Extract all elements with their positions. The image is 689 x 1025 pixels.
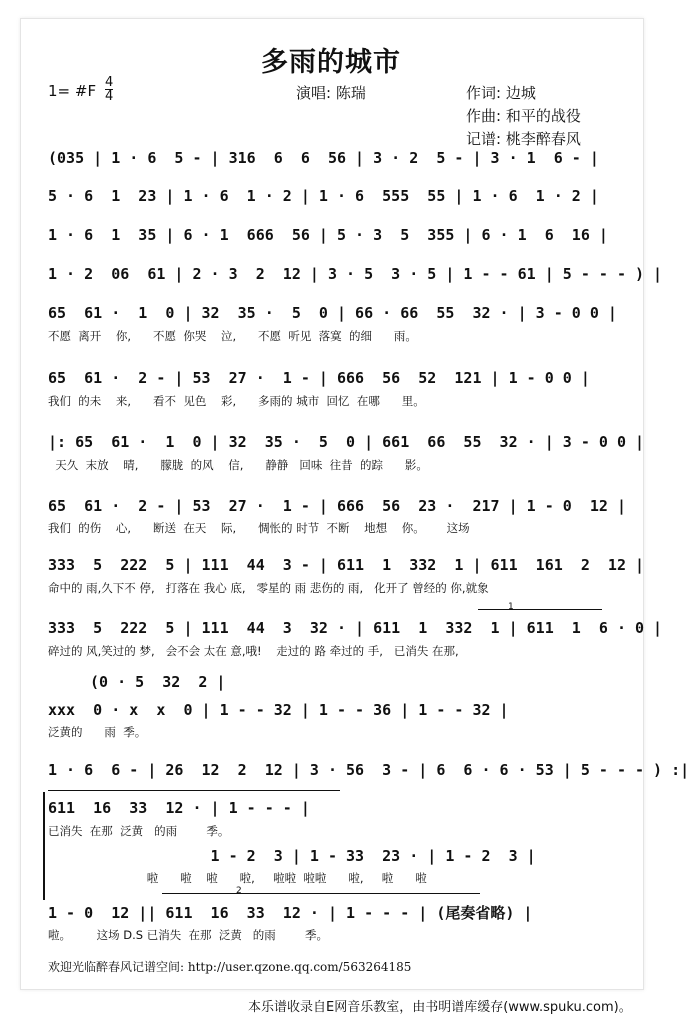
notation-row: 1 · 6 1 35 | 6 · 1 666 56 | 5 · 3 5 355 | 6 · 1 6 16 | bbox=[48, 226, 608, 244]
notation-row: 611 16 33 12 · | 1 - - - | bbox=[48, 799, 310, 817]
singer-credit: 演唱: 陈瑞 bbox=[296, 84, 366, 102]
lyric-line: 泛黄的 雨 季。 bbox=[48, 725, 147, 739]
lyric-line: 啦 啦 啦 啦, 啦啦 啦啦 啦, 啦 啦 bbox=[48, 871, 427, 885]
lyric-line: 命中的 雨,久下不 停, 打落在 我心 底, 零星的 雨 悲伤的 雨, 化开了 曾经的 你,就象 bbox=[48, 581, 489, 595]
notation-row: xxx 0 · x x 0 | 1 - - 32 | 1 - - 36 | 1 - - 32 | bbox=[48, 701, 509, 719]
notation-row: (0 · 5 32 2 | bbox=[90, 673, 226, 691]
lyric-line: 碎过的 风,笑过的 梦, 会不会 太在 意,哦! 走过的 路 牵过的 手, 已消失 在那, bbox=[48, 644, 459, 658]
notation-row: 65 61 · 1 0 | 32 35 · 5 0 | 66 · 66 55 32 · | 3 - 0 0 | bbox=[48, 304, 617, 322]
lyric-line: 啦。 这场 D.S 已消失 在那 泛黄 的雨 季。 bbox=[48, 928, 329, 942]
notation-row: 333 5 222 5 | 111 44 3 - | 611 1 332 1 | 611 161 2 12 | bbox=[48, 556, 645, 574]
key-signature: 1= #F bbox=[48, 82, 97, 100]
notation-row: 5 · 6 1 23 | 1 · 6 1 · 2 | 1 · 6 555 55 | 1 · 6 1 · 2 | bbox=[48, 187, 599, 205]
transcriber-credit: 记谱: 桃李醉春风 bbox=[466, 130, 581, 148]
lyric-line: 我们 的未 来, 看不 见色 彩, 多雨的 城市 回忆 在哪 里。 bbox=[48, 394, 425, 408]
lyric-line: 我们 的伤 心, 断送 在天 际, 惆怅的 时节 不断 地想 你。 这场 bbox=[48, 521, 470, 535]
volta-1-label: 1 bbox=[508, 602, 514, 612]
song-title: 多雨的城市 bbox=[261, 47, 401, 78]
time-sig-top: 4 bbox=[105, 75, 114, 90]
time-signature bbox=[105, 76, 113, 103]
notation-row: 1 - 0 12 || 611 16 33 12 · | 1 - - - | (尾奏省略) | bbox=[48, 904, 533, 922]
composer-credit: 作曲: 和平的战役 bbox=[466, 107, 581, 125]
coda-bracket bbox=[48, 790, 340, 791]
lyric-line: 天久 末放 晴, 朦胧 的风 信, 静静 回味 往昔 的踪 影。 bbox=[48, 458, 428, 472]
coda-brace bbox=[43, 792, 45, 900]
notation-row: 1 · 6 6 - | 26 12 2 12 | 3 · 56 3 - | 6 6 · 6 · 53 | 5 - - - ) :| bbox=[48, 761, 689, 779]
notation-row: |: 65 61 · 1 0 | 32 35 · 5 0 | 661 66 55 32 · | 3 - 0 0 | bbox=[48, 433, 645, 451]
time-sig-bottom: 4 bbox=[105, 89, 114, 104]
volta-2-label: 2 bbox=[236, 886, 242, 896]
footer-note: 欢迎光临醉春风记谱空间: http://user.qzone.qq.com/563264185 bbox=[48, 960, 412, 974]
notation-row: 65 61 · 2 - | 53 27 · 1 - | 666 56 23 · 217 | 1 - 0 12 | bbox=[48, 497, 626, 515]
notation-row: 65 61 · 2 - | 53 27 · 1 - | 666 56 52 121 | 1 - 0 0 | bbox=[48, 369, 590, 387]
volta-2-bracket bbox=[162, 893, 480, 894]
notation-row: 1 - 2 3 | 1 - 33 23 · | 1 - 2 3 | bbox=[48, 847, 536, 865]
lyricist-credit: 作词: 边城 bbox=[466, 84, 536, 102]
lyric-line: 已消失 在那 泛黄 的雨 季。 bbox=[48, 824, 230, 838]
notation-row: (035 | 1 · 6 5 - | 316 6 6 56 | 3 · 2 5 - | 3 · 1 6 - | bbox=[48, 149, 599, 167]
notation-row: 1 · 2 06 61 | 2 · 3 2 12 | 3 · 5 3 · 5 | 1 - - 61 | 5 - - - ) | bbox=[48, 265, 663, 283]
volta-1-bracket bbox=[478, 609, 602, 610]
source-note: 本乐谱收录自E网音乐教室，由书明谱库缓存(www.spuku.com)。 bbox=[248, 1000, 632, 1015]
notation-row: 333 5 222 5 | 111 44 3 32 · | 611 1 332 1 | 611 1 6 · 0 | bbox=[48, 619, 663, 637]
lyric-line: 不愿 离开 你, 不愿 你哭 泣, 不愿 听见 落寞 的细 雨。 bbox=[48, 329, 417, 343]
